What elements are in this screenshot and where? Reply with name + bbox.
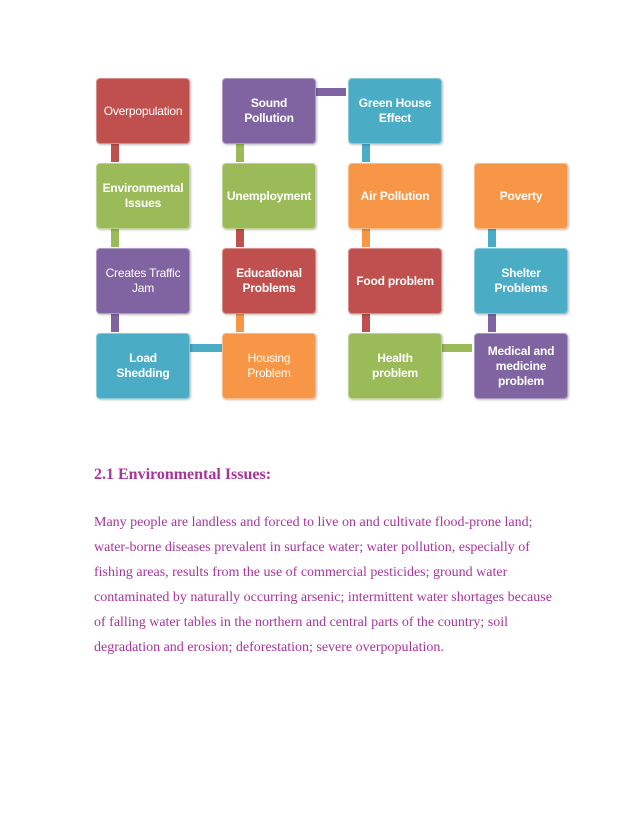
- connector: [362, 144, 370, 162]
- box-label: Educational Problems: [236, 266, 302, 295]
- box-label: Poverty: [499, 188, 543, 203]
- box-label: Sound Pollution: [244, 96, 294, 125]
- connector: [362, 229, 370, 247]
- educational-problems-box: [222, 248, 316, 314]
- sound-pollution-box: [222, 78, 316, 144]
- connector: [111, 314, 119, 332]
- box-label: Air Pollution: [360, 188, 430, 203]
- box-label: Unemployment: [226, 188, 312, 203]
- connector: [190, 344, 222, 352]
- connector: [316, 88, 346, 96]
- box-label: Creates Traffic Jam: [105, 266, 181, 295]
- shelter-problems-box: [474, 248, 568, 314]
- connector: [236, 229, 244, 247]
- box-label: Overpopulation: [103, 103, 183, 118]
- housing-problem-box: [222, 333, 316, 399]
- food-problem-box: [348, 248, 442, 314]
- connector: [488, 229, 496, 247]
- box-label: Environmental Issues: [102, 181, 184, 210]
- connector: [236, 314, 244, 332]
- connector: [236, 144, 244, 162]
- box-label: Medical and medicine problem: [487, 343, 555, 388]
- connector: [442, 344, 472, 352]
- connector: [111, 144, 119, 162]
- section-heading: 2.1 Environmental Issues:: [94, 466, 272, 483]
- box-label: Health problem: [372, 351, 418, 380]
- overpopulation-box: [96, 78, 190, 144]
- connector: [488, 314, 496, 332]
- air-pollution-box: [348, 163, 442, 229]
- creates-traffic-jam-box: [96, 248, 190, 314]
- box-label: Food problem: [356, 273, 434, 288]
- box-label: Housing Problem: [247, 351, 291, 380]
- connector: [362, 314, 370, 332]
- box-label: Green House Effect: [358, 96, 432, 125]
- section-paragraph: Many people are landless and forced to live on and cultivate flood-prone land; water-borne diseases prevalent in surface water; water pollution, especially of fishing areas, results from the use of commercial pesticides; ground water contaminated by naturally occurring arsenic; intermittent water shortages because of falling water tables in the northern and central parts of the country; soil degradation and erosion; deforestation; severe overpopulation.: [94, 515, 552, 655]
- load-shedding-box: [96, 333, 190, 399]
- unemployment-box: [222, 163, 316, 229]
- environmental-issues-box: [96, 163, 190, 229]
- health-problem-box: [348, 333, 442, 399]
- poverty-box: [474, 163, 568, 229]
- green-house-effect-box: [348, 78, 442, 144]
- connector: [111, 229, 119, 247]
- box-label: Shelter Problems: [494, 266, 548, 295]
- medical-and-medicine-problem-box: [474, 333, 568, 399]
- box-label: Load Shedding: [116, 351, 170, 380]
